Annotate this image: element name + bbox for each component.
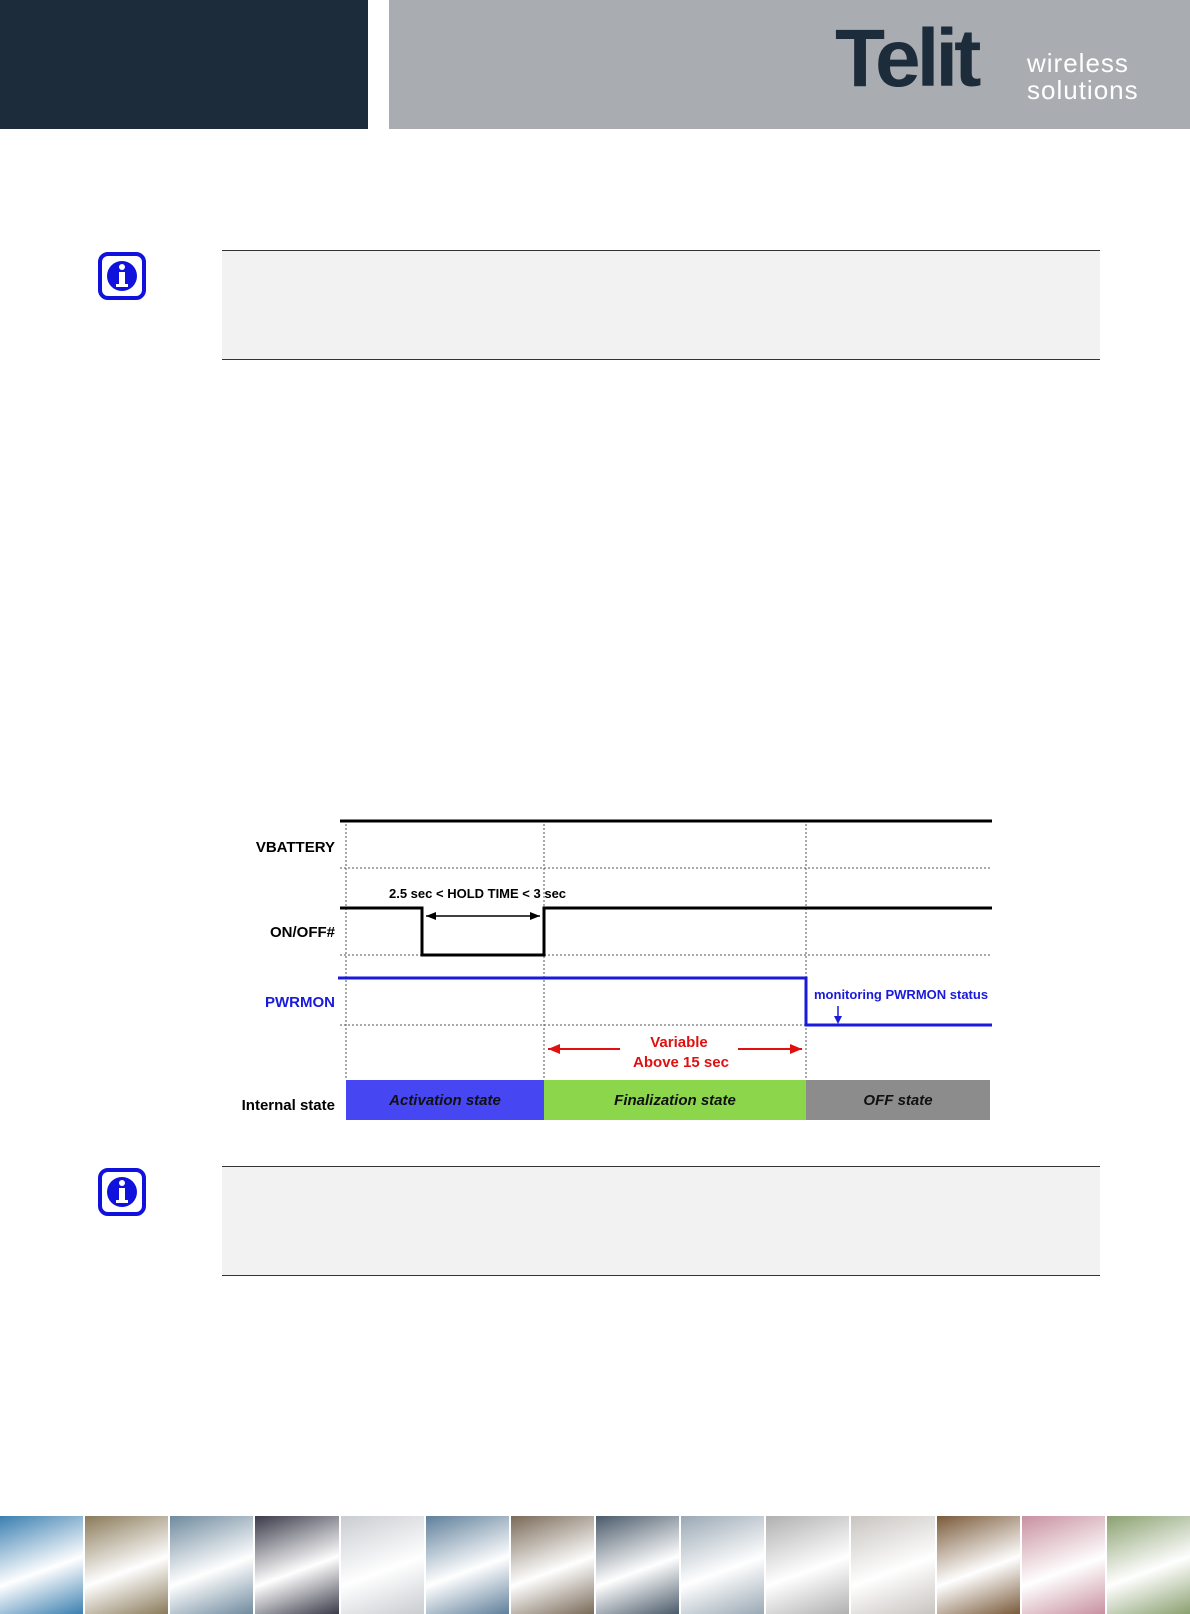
off-state-label: OFF state xyxy=(863,1092,933,1109)
logo-word: Telit xyxy=(835,13,978,104)
footer-photo-tile xyxy=(426,1516,511,1614)
footer-photo-tile xyxy=(766,1516,851,1614)
logo-tagline xyxy=(1027,50,1139,104)
logo-tagline-line2: solutions xyxy=(1027,75,1139,105)
header-dark-panel xyxy=(0,0,368,129)
note-box xyxy=(222,1166,1100,1276)
footer-photo-tile xyxy=(341,1516,426,1614)
variable-arrow-right-head xyxy=(790,1044,802,1054)
info-icon xyxy=(98,252,146,300)
footer-photo-tile xyxy=(937,1516,1022,1614)
footer-photo-strip xyxy=(0,1516,1190,1614)
telit-logo xyxy=(835,4,1155,104)
hold-time-label: 2.5 sec < HOLD TIME < 3 sec xyxy=(389,886,567,901)
variable-arrow-left-head xyxy=(548,1044,560,1054)
monitoring-arrow-head xyxy=(834,1016,842,1024)
variable-label: Variable xyxy=(650,1034,708,1051)
footer-photo-tile xyxy=(170,1516,255,1614)
logo-tagline-line1: wireless xyxy=(1027,48,1129,78)
footer-photo-tile xyxy=(851,1516,936,1614)
footer-photo-tile xyxy=(0,1516,85,1614)
footer-photo-tile xyxy=(681,1516,766,1614)
above-label: Above 15 sec xyxy=(633,1054,729,1071)
hold-time-arrow-right xyxy=(530,912,540,920)
finalization-state-label: Finalization state xyxy=(614,1092,736,1109)
hold-time-arrow-left xyxy=(426,912,436,920)
note-box xyxy=(222,250,1100,360)
timing-diagram xyxy=(222,808,1002,1128)
onoff-signal xyxy=(340,908,992,955)
info-icon xyxy=(98,1168,146,1216)
activation-state-label: Activation state xyxy=(389,1092,501,1109)
onoff-label: ON/OFF# xyxy=(269,924,335,941)
timing-diagram-svg xyxy=(222,808,1002,1128)
footer-photo-tile xyxy=(1107,1516,1190,1614)
vbattery-label: VBATTERY xyxy=(255,839,335,856)
internal-state-label: Internal state xyxy=(241,1097,335,1114)
monitoring-label: monitoring PWRMON status xyxy=(814,987,989,1002)
footer-photo-tile xyxy=(255,1516,340,1614)
footer-photo-tile xyxy=(511,1516,596,1614)
footer-photo-tile xyxy=(85,1516,170,1614)
footer-photo-tile xyxy=(596,1516,681,1614)
footer-photo-tile xyxy=(1022,1516,1107,1614)
pwrmon-label: PWRMON xyxy=(265,994,335,1011)
